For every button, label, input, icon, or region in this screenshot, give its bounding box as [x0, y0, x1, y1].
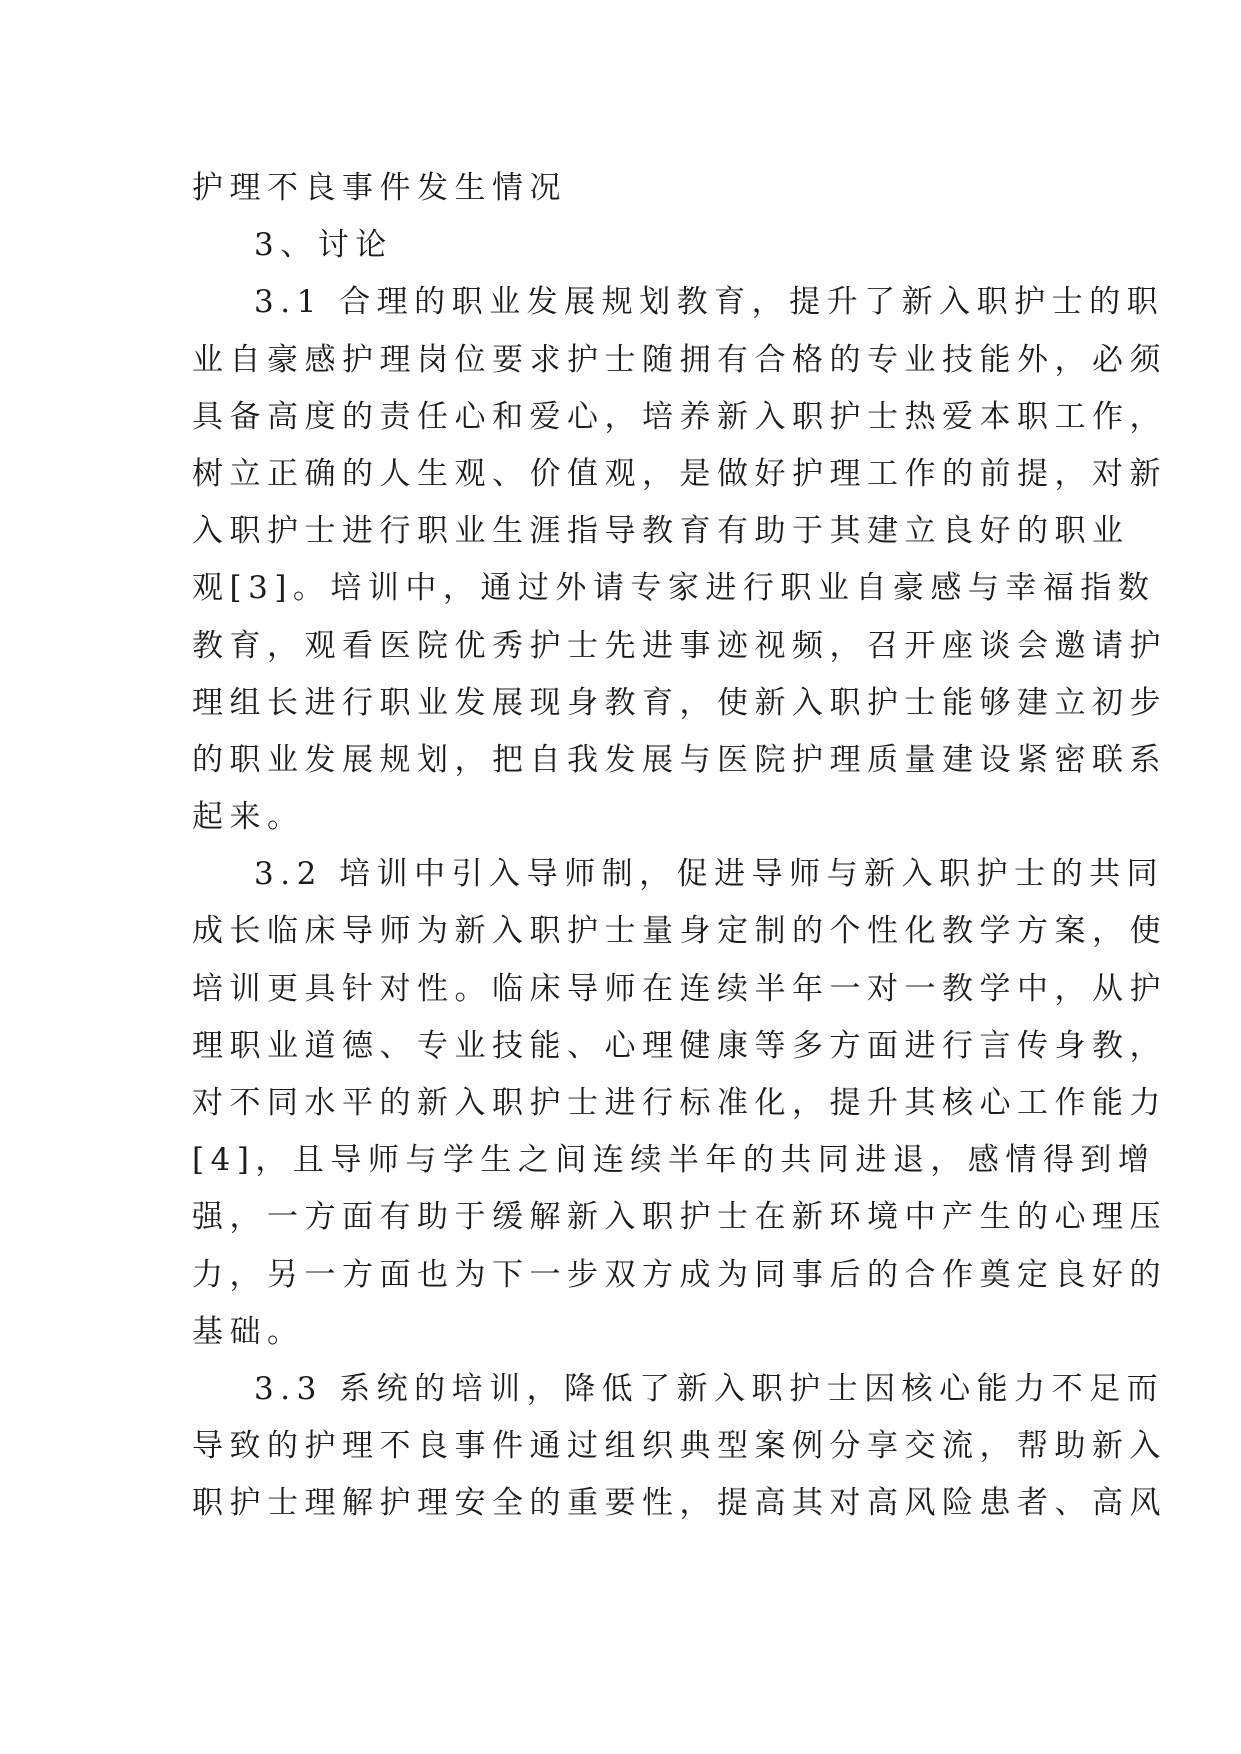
text-line: [4]，且导师与学生之间连续半年的共同进退，感情得到增	[192, 1142, 1156, 1179]
text-line: 强，一方面有助于缓解新入职护士在新环境中产生的心理压	[192, 1199, 1167, 1236]
text-line: 成长临床导师为新入职护士量身定制的个性化教学方案，使	[192, 913, 1167, 950]
text-line: 对不同水平的新入职护士进行标准化，提升其核心工作能力	[192, 1085, 1167, 1121]
text-line: 业自豪感护理岗位要求护士随拥有合格的专业技能外，必须	[192, 341, 1167, 378]
text-line: 理组长进行职业发展现身教育，使新入职护士能够建立初步	[192, 684, 1167, 721]
text-line: 理职业道德、专业技能、心理健康等多方面进行言传身教，	[192, 1027, 1167, 1064]
text-line: 入职护士进行职业生涯指导教育有助于其建立良好的职业	[192, 513, 1130, 550]
text-line: 的职业发展规划，把自我发展与医院护理质量建设紧密联系	[192, 741, 1167, 778]
text-line: 起来。	[192, 799, 305, 836]
text-line: 基础。	[192, 1313, 305, 1350]
text-line: 具备高度的责任心和爱心，培养新入职护士热爱本职工作，	[192, 398, 1167, 435]
text-line: 护理不良事件发生情况	[192, 170, 567, 206]
text-line: 3.3 系统的培训，降低了新入职护士因核心能力不足而	[254, 1370, 1165, 1407]
text-line: 3.2 培训中引入导师制，促进导师与新入职护士的共同	[254, 856, 1165, 893]
text-line: 观[3]。培训中，通过外请专家进行职业自豪感与幸福指数	[192, 570, 1156, 607]
text-line: 3.1 合理的职业发展规划教育，提升了新入职护士的职	[254, 284, 1165, 321]
text-line: 树立正确的人生观、价值观，是做好护理工作的前提，对新	[192, 455, 1167, 492]
text-line: 培训更具针对性。临床导师在连续半年一对一教学中，从护	[192, 970, 1167, 1007]
text-line: 职护士理解护理安全的重要性，提高其对高风险患者、高风	[192, 1485, 1167, 1522]
text-line: 力，另一方面也为下一步双方成为同事后的合作奠定良好的	[192, 1256, 1167, 1293]
text-line: 教育，观看医院优秀护士先进事迹视频，召开座谈会邀请护	[192, 627, 1167, 664]
text-line: 导致的护理不良事件通过组织典型案例分享交流，帮助新入	[192, 1428, 1167, 1465]
body-text	[192, 160, 1167, 1533]
section-heading-discussion: 3、讨论	[254, 227, 393, 264]
